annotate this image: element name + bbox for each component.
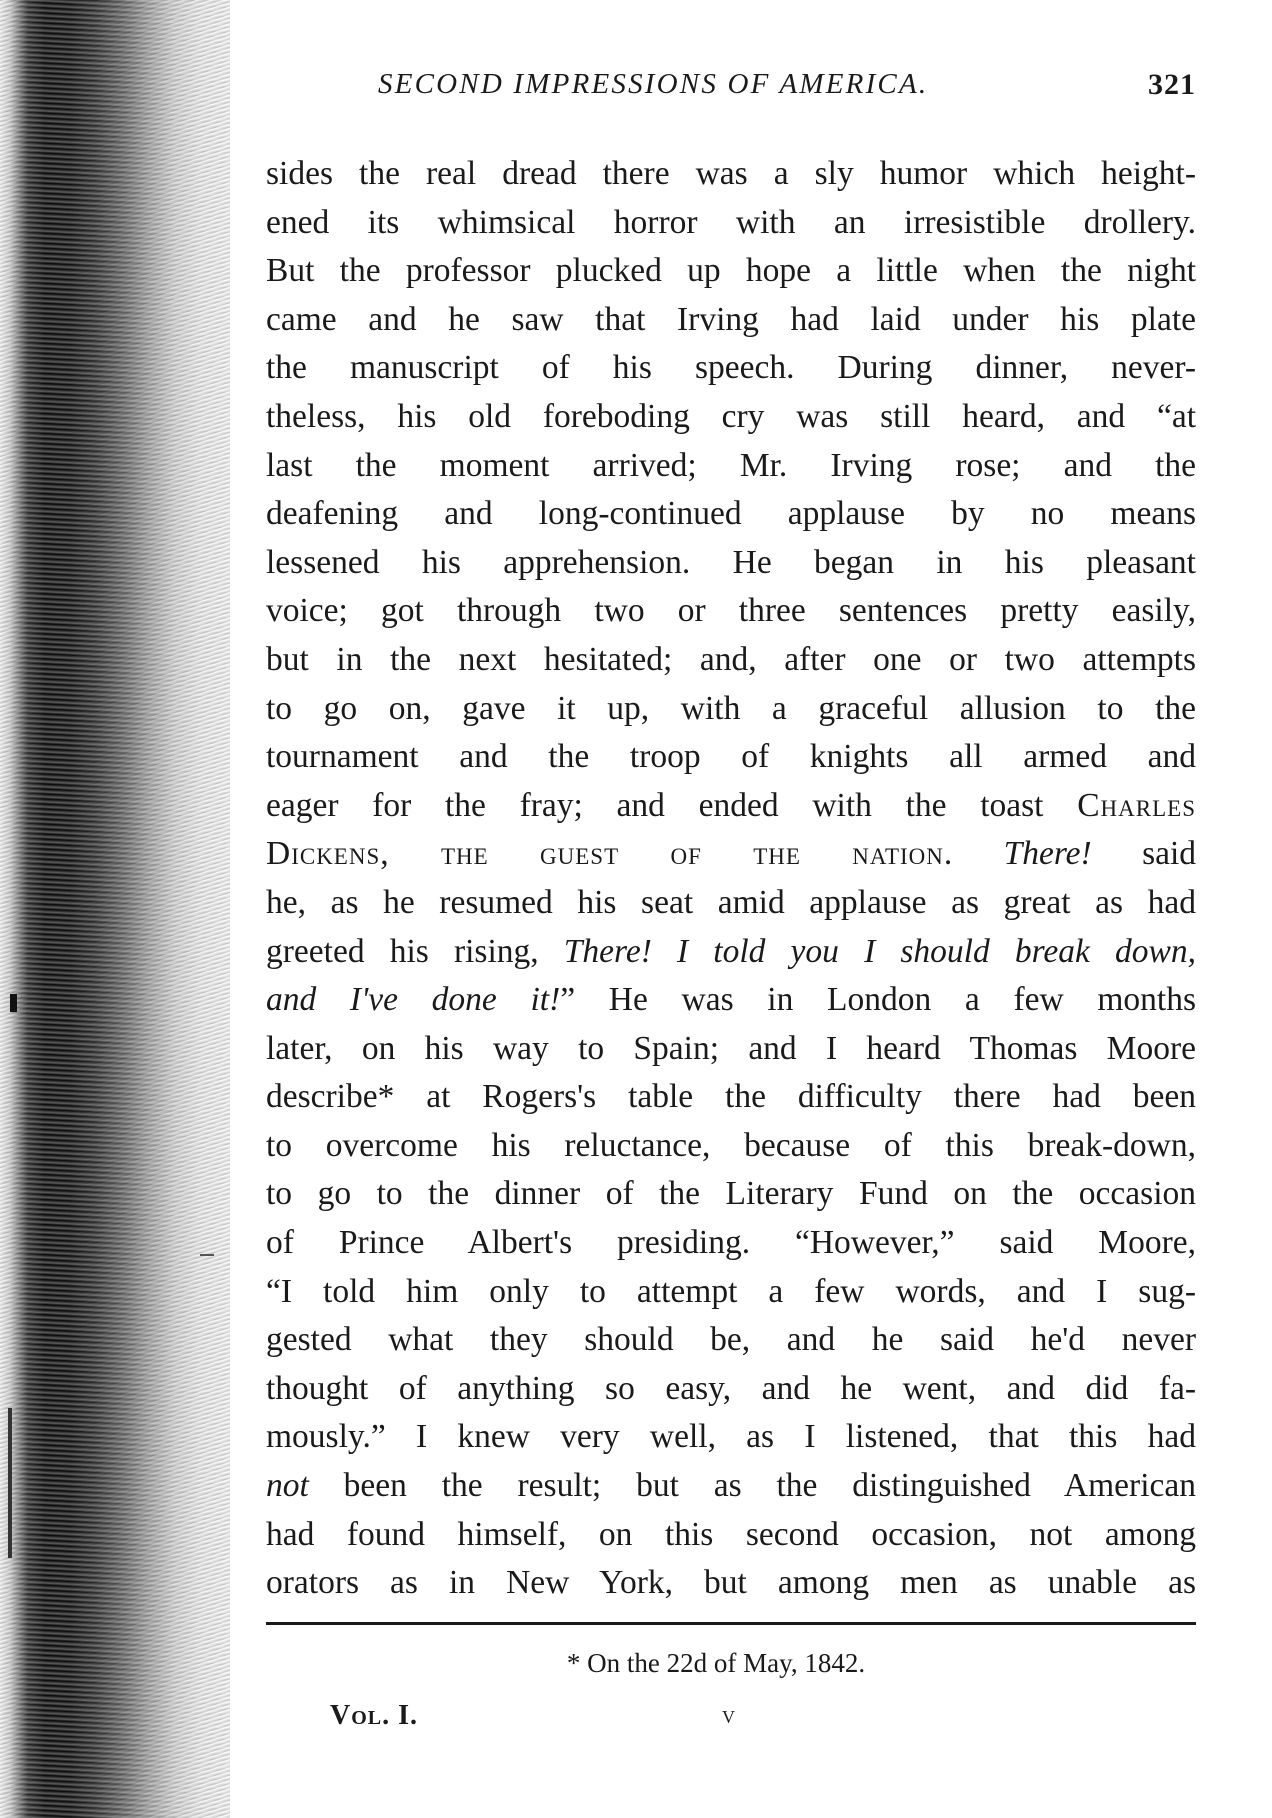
- signature-letter: v: [722, 1700, 735, 1729]
- text-line: voice; got through two or three sentences pretty easily,: [266, 592, 1196, 630]
- text-line: But the professor plucked up hope a little when the night: [266, 252, 1196, 290]
- text-line: to go to the dinner of the Literary Fund on the occasion: [266, 1175, 1196, 1213]
- text-line: but in the next hesitated; and, after one or two attempts: [266, 640, 1196, 678]
- text-line: lessened his apprehension. He began in his pleasant: [266, 543, 1196, 581]
- text-line: later, on his way to Spain; and I heard Thomas Moore: [266, 1029, 1196, 1067]
- text-line: deafening and long-continued applause by no means: [266, 495, 1196, 533]
- text-line: he, as he resumed his seat amid applause as great as had: [266, 883, 1196, 921]
- running-title: SECOND IMPRESSIONS OF AMERICA.: [378, 68, 929, 100]
- text-line: gested what they should be, and he said he'd never: [266, 1321, 1196, 1359]
- text-line: Dickens, the guest of the nation. There! said: [266, 835, 1196, 873]
- text-line: came and he saw that Irving had laid under his plate: [266, 300, 1196, 338]
- text-line: had found himself, on this second occasion, not among: [266, 1515, 1196, 1553]
- toast-smallcaps: Dickens, the guest of the nation.: [266, 835, 954, 873]
- scanned-gutter-shadow: [0, 0, 230, 1818]
- text-line: last the moment arrived; Mr. Irving rose; and the: [266, 446, 1196, 484]
- gutter-speck: [10, 994, 17, 1012]
- page-number: 321: [1148, 68, 1196, 101]
- text-line: not been the result; but as the distinguished American: [266, 1467, 1196, 1505]
- text-line: tournament and the troop of knights all armed and: [266, 738, 1196, 776]
- text-line: to overcome his reluctance, because of this break-down,: [266, 1126, 1196, 1164]
- page-header: [266, 62, 1196, 112]
- volume-signature: Vol. I.: [330, 1700, 419, 1731]
- text-line: sides the real dread there was a sly humor which height-: [266, 155, 1196, 192]
- toast-smallcaps: Charles: [1077, 786, 1196, 824]
- text-line: and I've done it!” He was in London a few months: [266, 981, 1196, 1019]
- footnote-rule: [266, 1622, 1196, 1625]
- footnote: * On the 22d of May, 1842.: [566, 1648, 866, 1678]
- text-line: describe* at Rogers's table the difficulty there had been: [266, 1078, 1196, 1116]
- text-line: to go on, gave it up, with a graceful allusion to the: [266, 689, 1196, 727]
- italic-emphasis: There!: [1003, 835, 1092, 873]
- text-line: greeted his rising, There! I told you I should break down,: [266, 932, 1196, 970]
- text-line: thought of anything so easy, and he went, and did fa-: [266, 1369, 1196, 1407]
- italic-emphasis: not: [266, 1467, 309, 1505]
- text-line: ened its whimsical horror with an irresistible drollery.: [266, 203, 1196, 241]
- gutter-speck: [200, 1254, 214, 1256]
- italic-quote: There! I told you I should break down,: [563, 932, 1196, 970]
- italic-quote: and I've done it!: [266, 981, 561, 1019]
- text-line: orators as in New York, but among men as unable as: [266, 1564, 1196, 1602]
- gutter-speck: [8, 1408, 12, 1558]
- body-text: [266, 150, 1196, 1608]
- text-line: eager for the fray; and ended with the toast Charles: [266, 786, 1196, 824]
- text-line: the manuscript of his speech. During dinner, never-: [266, 349, 1196, 387]
- text-line: mously.” I knew very well, as I listened, that this had: [266, 1418, 1196, 1456]
- text-line: theless, his old foreboding cry was still heard, and “at: [266, 397, 1196, 435]
- text-line: “I told him only to attempt a few words, and I sug-: [266, 1272, 1196, 1310]
- text-line: of Prince Albert's presiding. “However,” said Moore,: [266, 1224, 1196, 1262]
